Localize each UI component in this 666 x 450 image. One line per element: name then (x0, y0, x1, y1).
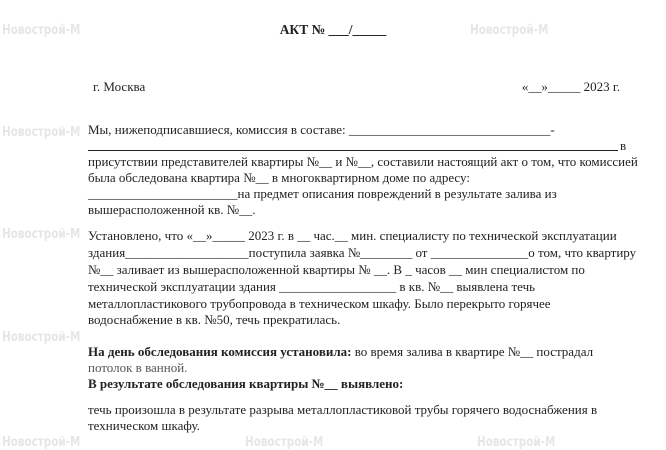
para1-line: Мы, нижеподписавшиеся, комиссия в составе: _______________________________- (88, 122, 555, 137)
finding-line (88, 344, 593, 360)
finding-label: На день обследования комиссия установила: (88, 344, 352, 359)
watermark: Новострой-М (2, 330, 81, 345)
document-title: АКТ № ___/_____ (279, 22, 387, 37)
blank-line (88, 138, 618, 151)
finding-text: во время залива в квартире №__ пострадал (351, 344, 594, 359)
watermark: Новострой-М (2, 23, 81, 38)
watermark: Новострой-М (2, 435, 81, 450)
watermark: Новострой-М (477, 435, 556, 450)
watermark: Новострой-М (245, 435, 324, 450)
result-heading: В результате обследования квартиры №__ выявлено: (88, 376, 404, 391)
watermark: Новострой-М (470, 23, 549, 38)
para2-line: металлопластикового трубопровода в техническом шкафу. Было перекрыто горячее (88, 296, 551, 311)
watermark: Новострой-М (2, 125, 81, 140)
para2-line: водоснабжение в кв. №50, течь прекратилась. (88, 312, 341, 327)
para1-line: _______________________на предмет описания повреждений в результате залива из (88, 186, 557, 201)
watermark: Новострой-М (2, 227, 81, 242)
para1-line: была обследована квартира №__ в многоквартирном доме по адресу: (88, 170, 470, 185)
para2-line: №__ заливает из вышерасположенной квартиры № __. В _ часов __ мин специалистом по (88, 262, 585, 277)
finding-line: потолок в ванной. (88, 360, 188, 375)
para2-line: технической эксплуатации здания __________________ в кв. №__ выявлена течь (88, 279, 536, 294)
para1-line: вышерасположенной кв. №__. (88, 202, 256, 217)
document-date: «__»_____ 2023 г. (521, 79, 620, 94)
city: г. Москва (93, 79, 146, 94)
para1-line: присутствии представителей квартиры №__ и №__, составили настоящий акт о том, что комиссией (88, 154, 638, 169)
result-line: техническом шкафу. (88, 418, 200, 433)
para2-line: здания___________________поступила заявка №________ от _______________о том, что квартиру (88, 245, 637, 260)
result-line: течь произошла в результате разрыва металлопластиковой трубы горячего водоснабжения в (88, 402, 598, 417)
para1-line: в (620, 138, 627, 153)
para2-line: Установлено, что «__»_____ 2023 г. в __ час.__ мин. специалисту по технической эксплуатации (88, 228, 617, 243)
